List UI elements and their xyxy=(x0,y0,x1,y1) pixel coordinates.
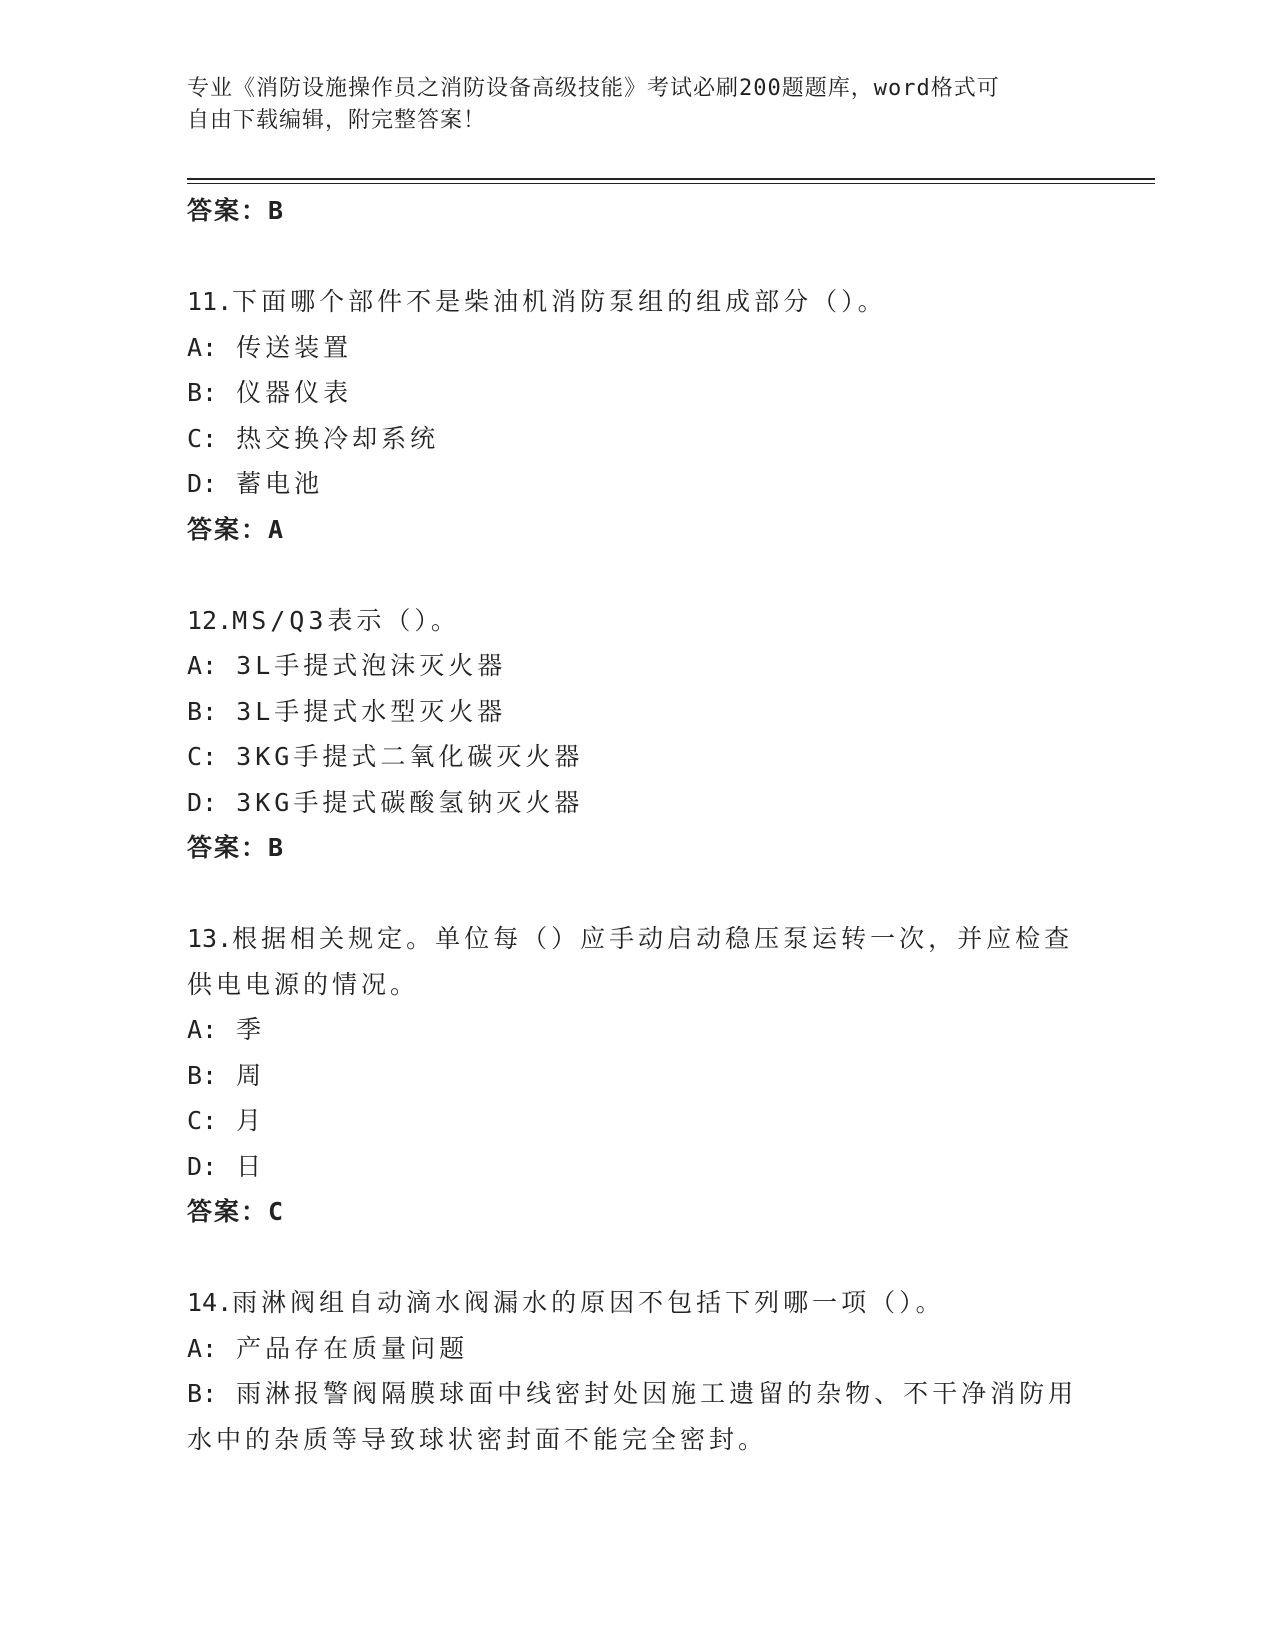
option-text: 月 xyxy=(236,1106,266,1135)
question-number: 14. xyxy=(187,1288,233,1317)
question-number: 13. xyxy=(187,924,233,953)
spacer xyxy=(187,234,1087,280)
question-13 xyxy=(187,916,1087,1235)
option-text: 雨淋报警阀隔膜球面中线密封处因施工遗留的杂物、不干净消防用 xyxy=(236,1379,1078,1408)
question-14 xyxy=(187,1280,1087,1462)
option-text: 3L手提式泡沫灭火器 xyxy=(236,651,507,680)
option-text: 蓄电池 xyxy=(236,469,324,498)
option-label: D: xyxy=(187,787,218,817)
option-a xyxy=(187,325,1087,371)
option-label: B: xyxy=(187,378,218,407)
spacer xyxy=(187,552,1087,598)
option-b xyxy=(187,1371,1087,1417)
option-d xyxy=(187,780,1087,826)
question-text xyxy=(187,598,1087,644)
option-label: B: xyxy=(187,1060,218,1090)
option-text: 3KG手提式二氧化碳灭火器 xyxy=(236,742,584,771)
question-number: 11. xyxy=(187,287,233,316)
option-text: 日 xyxy=(236,1151,266,1181)
header-divider-thick xyxy=(187,178,1155,180)
answer-line: 答案：A xyxy=(187,514,286,544)
option-text: 产品存在质量问题 xyxy=(236,1333,469,1363)
option-label: D: xyxy=(187,1151,218,1181)
option-d xyxy=(187,1144,1087,1190)
answer-line: 答案：C xyxy=(187,1197,286,1226)
question-text xyxy=(187,916,1087,962)
option-b xyxy=(187,1053,1087,1099)
question-12 xyxy=(187,598,1087,871)
option-text: 3KG手提式碳酸氢钠灭火器 xyxy=(236,787,584,817)
spacer xyxy=(187,871,1087,917)
option-b xyxy=(187,689,1087,735)
option-label: C: xyxy=(187,423,218,453)
option-label: A: xyxy=(187,1015,218,1044)
question-text xyxy=(187,279,1087,325)
option-d xyxy=(187,461,1087,507)
header-line-2: 自由下载编辑，附完整答案！ xyxy=(187,108,487,133)
question-text xyxy=(187,1280,1087,1326)
document-header xyxy=(187,73,1087,137)
option-text: 仪器仪表 xyxy=(236,378,353,407)
option-label: B: xyxy=(187,696,218,726)
option-label: A: xyxy=(187,651,218,680)
option-c xyxy=(187,734,1087,780)
question-stem: 雨淋阀组自动滴水阀漏水的原因不包括下列哪一项（）。 xyxy=(232,1288,945,1317)
option-label: A: xyxy=(187,1333,218,1363)
option-text: 传送装置 xyxy=(236,332,353,362)
option-label: A: xyxy=(187,332,218,362)
answer-line: 答案：B xyxy=(187,196,286,225)
answer-line: 答案：B xyxy=(187,833,286,862)
option-b-continued: 水中的杂质等导致球状密封面不能完全密封。 xyxy=(187,1424,768,1454)
option-text: 季 xyxy=(236,1015,266,1044)
option-label: B: xyxy=(187,1379,218,1408)
option-label: C: xyxy=(187,1106,218,1135)
spacer xyxy=(187,1235,1087,1281)
header-divider-thin xyxy=(187,183,1155,184)
option-label: C: xyxy=(187,742,218,771)
question-stem: 根据相关规定。单位每（）应手动启动稳压泵运转一次，并应检查 xyxy=(232,924,1074,953)
option-c xyxy=(187,416,1087,462)
question-11 xyxy=(187,279,1087,552)
question-text-continued: 供电电源的情况。 xyxy=(187,969,420,999)
question-stem: 下面哪个部件不是柴油机消防泵组的组成部分（）。 xyxy=(232,287,887,316)
option-text: 3L手提式水型灭火器 xyxy=(236,696,507,726)
option-a xyxy=(187,643,1087,689)
option-b xyxy=(187,370,1087,416)
option-a xyxy=(187,1007,1087,1053)
option-text: 周 xyxy=(236,1060,266,1090)
option-c xyxy=(187,1098,1087,1144)
header-line-1: 专业《消防设施操作员之消防设备高级技能》考试必刷200题题库，word格式可 xyxy=(187,76,1000,101)
question-list xyxy=(187,188,1087,1462)
option-text: 热交换冷却系统 xyxy=(236,423,440,453)
question-number: 12. xyxy=(187,605,233,635)
question-stem: MS/Q3表示（）。 xyxy=(232,605,460,635)
option-label: D: xyxy=(187,469,218,498)
option-a xyxy=(187,1326,1087,1372)
